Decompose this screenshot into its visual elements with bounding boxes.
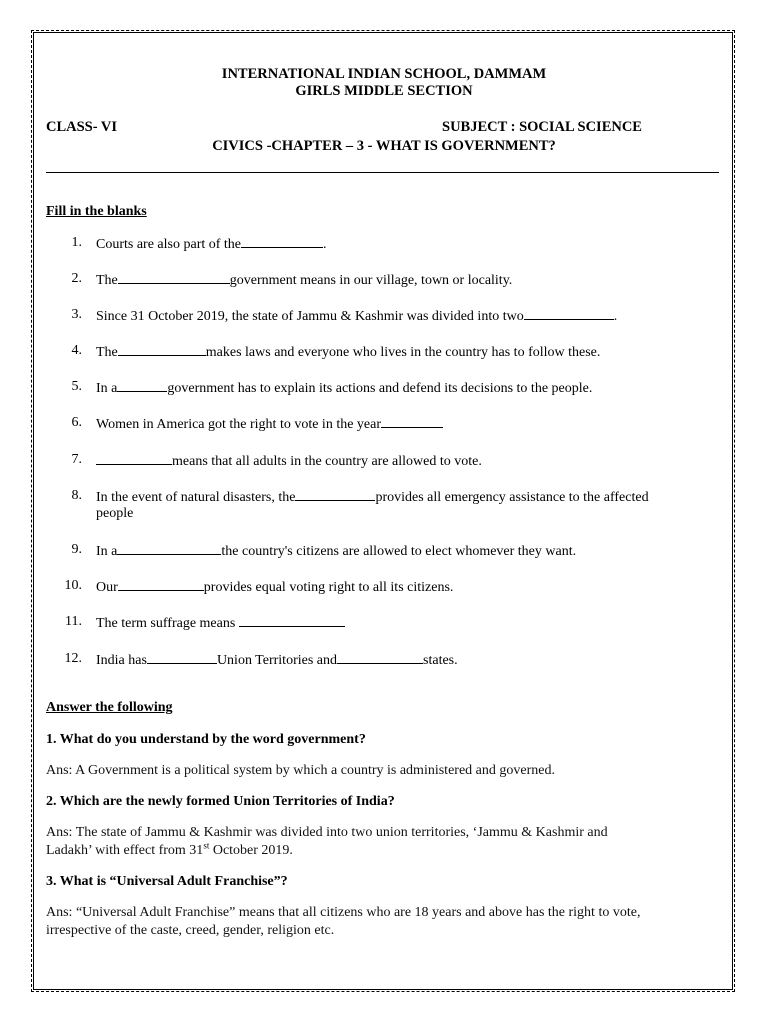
- item-number: 4.: [71, 343, 82, 358]
- item-number: 7.: [71, 452, 82, 467]
- item-number: 3.: [71, 307, 82, 322]
- blank-line[interactable]: [117, 379, 167, 392]
- fill-item-2: The government means in our village, town or locality.: [96, 273, 513, 288]
- fill-item-8: In the event of natural disasters, the provides all emergency assistance to the affected: [96, 490, 649, 505]
- fill-item-4: The makes laws and everyone who lives in the country has to follow these.: [96, 345, 601, 360]
- blank-line[interactable]: [337, 651, 423, 664]
- question-3: 3. What is “Universal Adult Franchise”?: [46, 874, 288, 889]
- answer-3-line-1: Ans: “Universal Adult Franchise” means that all citizens who are 18 years and above has the right to vote,: [46, 905, 641, 920]
- blank-line[interactable]: [241, 235, 323, 248]
- question-2: 2. Which are the newly formed Union Territories of India?: [46, 794, 395, 809]
- answer-2-line-2: Ladakh’ with effect from 31st October 2019.: [46, 840, 293, 858]
- blank-line[interactable]: [239, 614, 345, 627]
- item-number: 2.: [71, 271, 82, 286]
- fill-item-10: Our provides equal voting right to all its citizens.: [96, 580, 454, 595]
- fill-item-11: The term suffrage means: [96, 614, 345, 632]
- item-number: 12.: [64, 651, 82, 666]
- school-name: INTERNATIONAL INDIAN SCHOOL, DAMMAM: [221, 66, 547, 82]
- blank-line[interactable]: [118, 578, 204, 591]
- header-divider: [46, 172, 719, 173]
- answer-1: Ans: A Government is a political system by which a country is administered and governed.: [46, 763, 555, 778]
- blank-line[interactable]: [524, 307, 614, 320]
- blank-line[interactable]: [118, 271, 230, 284]
- chapter-title: CIVICS -CHAPTER – 3 - WHAT IS GOVERNMENT?: [212, 138, 556, 154]
- blank-line[interactable]: [147, 651, 217, 664]
- question-1: 1. What do you understand by the word government?: [46, 732, 366, 747]
- fill-item-7: means that all adults in the country are allowed to vote.: [96, 452, 482, 470]
- fill-item-6: Women in America got the right to vote in the year: [96, 415, 443, 433]
- blank-line[interactable]: [295, 488, 375, 501]
- fill-item-1: Courts are also part of the .: [96, 237, 327, 252]
- item-number: 11.: [65, 614, 82, 629]
- fill-item-9: In a the country's citizens are allowed to elect whomever they want.: [96, 544, 577, 559]
- fill-blanks-heading: Fill in the blanks: [46, 204, 147, 219]
- item-number: 8.: [71, 488, 82, 503]
- blank-line[interactable]: [96, 452, 172, 465]
- item-number: 6.: [71, 415, 82, 430]
- answer-2-line-1: Ans: The state of Jammu & Kashmir was divided into two union territories, ‘Jammu & Kashmir and: [46, 825, 608, 840]
- fill-item-3: Since 31 October 2019, the state of Jammu & Kashmir was divided into two .: [96, 309, 618, 324]
- class-label: CLASS- VI: [46, 119, 118, 135]
- fill-item-8-continued: people: [96, 506, 134, 521]
- fill-item-12: India has Union Territories and states.: [96, 653, 458, 668]
- item-number: 1.: [71, 235, 82, 250]
- section-name: GIRLS MIDDLE SECTION: [295, 83, 473, 99]
- blank-line[interactable]: [117, 542, 221, 555]
- item-number: 9.: [71, 542, 82, 557]
- fill-item-5: In a government has to explain its actions and defend its decisions to the people.: [96, 381, 593, 396]
- answer-3-line-2: irrespective of the caste, creed, gender, religion etc.: [46, 923, 335, 938]
- item-number: 10.: [64, 578, 82, 593]
- blank-line[interactable]: [118, 343, 206, 356]
- blank-line[interactable]: [381, 415, 443, 428]
- subject-label: SUBJECT : SOCIAL SCIENCE: [442, 119, 642, 135]
- answers-heading: Answer the following: [46, 700, 173, 715]
- item-number: 5.: [71, 379, 82, 394]
- ordinal-suffix: st: [203, 840, 210, 851]
